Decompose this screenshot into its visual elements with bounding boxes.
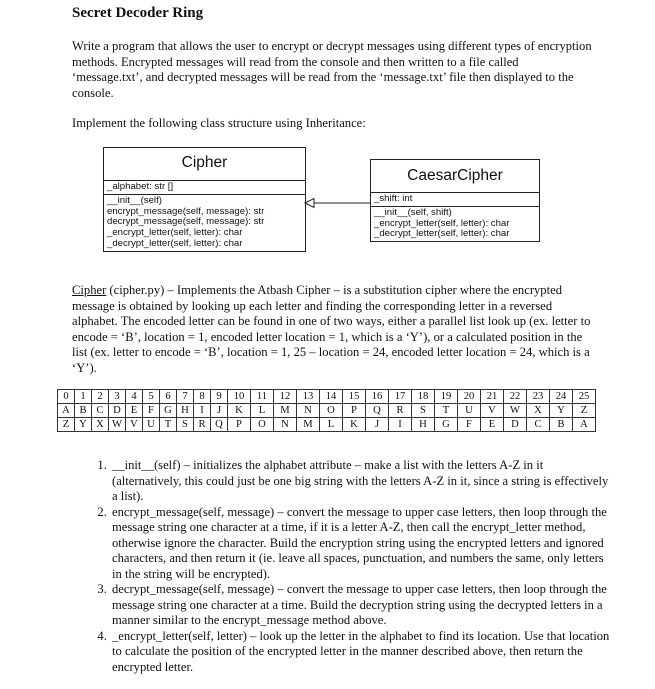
table-cell: T	[435, 404, 458, 418]
table-cell: 6	[160, 390, 177, 404]
table-cell: F	[458, 418, 481, 432]
document-title: Secret Decoder Ring	[72, 5, 204, 21]
table-cell: U	[458, 404, 481, 418]
table-cell: 8	[194, 390, 211, 404]
list-item: 4. _encrypt_letter(self, letter) – look up the letter in the alphabet to find its location. Use that location to calculate the position of the encrypted letter in the manner described above, then return the encrypted letter.	[110, 629, 610, 676]
table-cell: J	[366, 418, 389, 432]
uml-method: _decrypt_letter(self, letter): char	[107, 237, 243, 249]
table-cell: T	[160, 418, 177, 432]
uml-attribute: _alphabet: str []	[107, 181, 174, 192]
table-cell: P	[228, 418, 251, 432]
uml-caesar-class	[370, 159, 540, 242]
table-cell: O	[320, 404, 343, 418]
table-cell: W	[504, 404, 527, 418]
table-cell: Y	[550, 404, 573, 418]
table-cell: S	[412, 404, 435, 418]
cipher-description	[72, 283, 592, 376]
table-cell: 14	[320, 390, 343, 404]
table-cell: C	[92, 404, 109, 418]
table-cell: 19	[435, 390, 458, 404]
table-cell: D	[109, 404, 126, 418]
table-cell: G	[160, 404, 177, 418]
table-cell: 0	[58, 390, 75, 404]
uml-method: decrypt_message(self, message): str	[107, 216, 265, 228]
table-row-numbers	[58, 390, 596, 404]
table-cell: L	[251, 404, 274, 418]
uml-method: __init__(self, shift)	[374, 206, 452, 218]
table-row-alphabet	[58, 404, 596, 418]
table-cell: A	[573, 418, 596, 432]
list-item: 3. decrypt_message(self, message) – convert the message to upper case letters, then loop through the message string one character at a time. Build the decryption string using the decrypted letters in a manner similar to the encrypt_message method above.	[110, 582, 610, 629]
table-cell: N	[297, 404, 320, 418]
table-cell: B	[550, 418, 573, 432]
list-item: 1. __init__(self) – initializes the alphabet attribute – make a list with the letters A-Z in it (alternatively, this could just be one big string with the letters A-Z in it, since a string is effectively a list).	[110, 458, 610, 505]
intro-paragraph: Write a program that allows the user to encrypt or decrypt messages using different types of encryption methods. Encrypted messages will read from the console and then written to a file called ‘message.txt’, and decrypted messages will be read from the ‘message.txt’ file then displayed to the console.	[72, 39, 592, 100]
table-cell: X	[92, 418, 109, 432]
table-cell: 21	[481, 390, 504, 404]
table-cell: 23	[527, 390, 550, 404]
table-cell: G	[435, 418, 458, 432]
table-cell: 24	[550, 390, 573, 404]
table-cell: 25	[573, 390, 596, 404]
table-cell: 3	[109, 390, 126, 404]
uml-caesar-name: CaesarCipher	[371, 160, 539, 193]
list-item: 2. encrypt_message(self, message) – convert the message to upper case letters, then loop through the message string one character at a time, if it is a letter A-Z, then call the encrypt_letter method, otherwise ignore the character. Build the encryption string using the encrypted letters and ignored characters, and then return it (ie. leave all spaces, punctuation, and numbers the same, only letters in the string will be encrypted).	[110, 505, 610, 583]
table-cell: 12	[274, 390, 297, 404]
table-cell: A	[58, 404, 75, 418]
table-cell: Q	[366, 404, 389, 418]
table-cell: F	[143, 404, 160, 418]
table-cell: C	[527, 418, 550, 432]
table-cell: Q	[211, 418, 228, 432]
table-cell: E	[481, 418, 504, 432]
table-cell: S	[177, 418, 194, 432]
uml-method: _encrypt_letter(self, letter): char	[374, 217, 510, 229]
uml-method: encrypt_message(self, message): str	[107, 205, 265, 217]
table-cell: I	[389, 418, 412, 432]
alphabet-table	[57, 389, 596, 432]
table-cell: U	[143, 418, 160, 432]
cipher-description-text: (cipher.py) – Implements the Atbash Cipher – is a substitution cipher where the encrypted message is obtained by looking up each letter and finding the corresponding letter in a reversed alphabet. The encoded letter can be found in one of two ways, either a parallel list look up (ex. letter to encode = ‘B’, location = 1, encoded letter location = 1, which is a ‘Y’), or a calculated position in the list (ex. letter to encode = ‘B’, location = 1, 25 – location = 24, encoded letter location = 24, which is a ‘Y’).	[72, 283, 591, 375]
table-cell: B	[75, 404, 92, 418]
table-cell: 17	[389, 390, 412, 404]
table-cell: 5	[143, 390, 160, 404]
table-cell: R	[194, 418, 211, 432]
table-cell: P	[343, 404, 366, 418]
table-cell: J	[211, 404, 228, 418]
table-cell: 2	[92, 390, 109, 404]
uml-caesar-methods	[371, 207, 539, 241]
table-cell: D	[504, 418, 527, 432]
method-list	[72, 458, 610, 675]
table-cell: 11	[251, 390, 274, 404]
uml-cipher-attributes	[104, 181, 305, 195]
table-cell: 20	[458, 390, 481, 404]
uml-method: __init__(self)	[107, 194, 162, 206]
table-cell: Z	[573, 404, 596, 418]
table-cell: R	[389, 404, 412, 418]
table-cell: X	[527, 404, 550, 418]
cipher-link: Cipher	[72, 283, 107, 297]
uml-method: _decrypt_letter(self, letter): char	[374, 228, 510, 240]
table-cell: 15	[343, 390, 366, 404]
table-cell: 10	[228, 390, 251, 404]
table-cell: K	[228, 404, 251, 418]
table-cell: I	[194, 404, 211, 418]
uml-caesar-attributes	[371, 193, 539, 207]
table-cell: M	[274, 404, 297, 418]
table-cell: N	[274, 418, 297, 432]
table-cell: V	[126, 418, 143, 432]
table-cell: 1	[75, 390, 92, 404]
table-cell: V	[481, 404, 504, 418]
table-cell: 13	[297, 390, 320, 404]
uml-attribute: _shift: int	[374, 193, 413, 204]
table-cell: 4	[126, 390, 143, 404]
table-row-reversed	[58, 418, 596, 432]
table-cell: 9	[211, 390, 228, 404]
table-cell: 16	[366, 390, 389, 404]
table-cell: Y	[75, 418, 92, 432]
table-cell: O	[251, 418, 274, 432]
table-cell: L	[320, 418, 343, 432]
table-cell: 22	[504, 390, 527, 404]
table-cell: E	[126, 404, 143, 418]
table-cell: M	[297, 418, 320, 432]
table-cell: Z	[58, 418, 75, 432]
uml-cipher-name: Cipher	[104, 148, 305, 181]
implement-instruction: Implement the following class structure using Inheritance:	[72, 116, 366, 130]
table-cell: K	[343, 418, 366, 432]
table-cell: H	[177, 404, 194, 418]
uml-cipher-class	[103, 147, 306, 252]
table-cell: H	[412, 418, 435, 432]
table-cell: W	[109, 418, 126, 432]
uml-cipher-methods	[104, 195, 305, 251]
table-cell: 7	[177, 390, 194, 404]
table-cell: 18	[412, 390, 435, 404]
uml-method: _encrypt_letter(self, letter): char	[107, 227, 243, 239]
